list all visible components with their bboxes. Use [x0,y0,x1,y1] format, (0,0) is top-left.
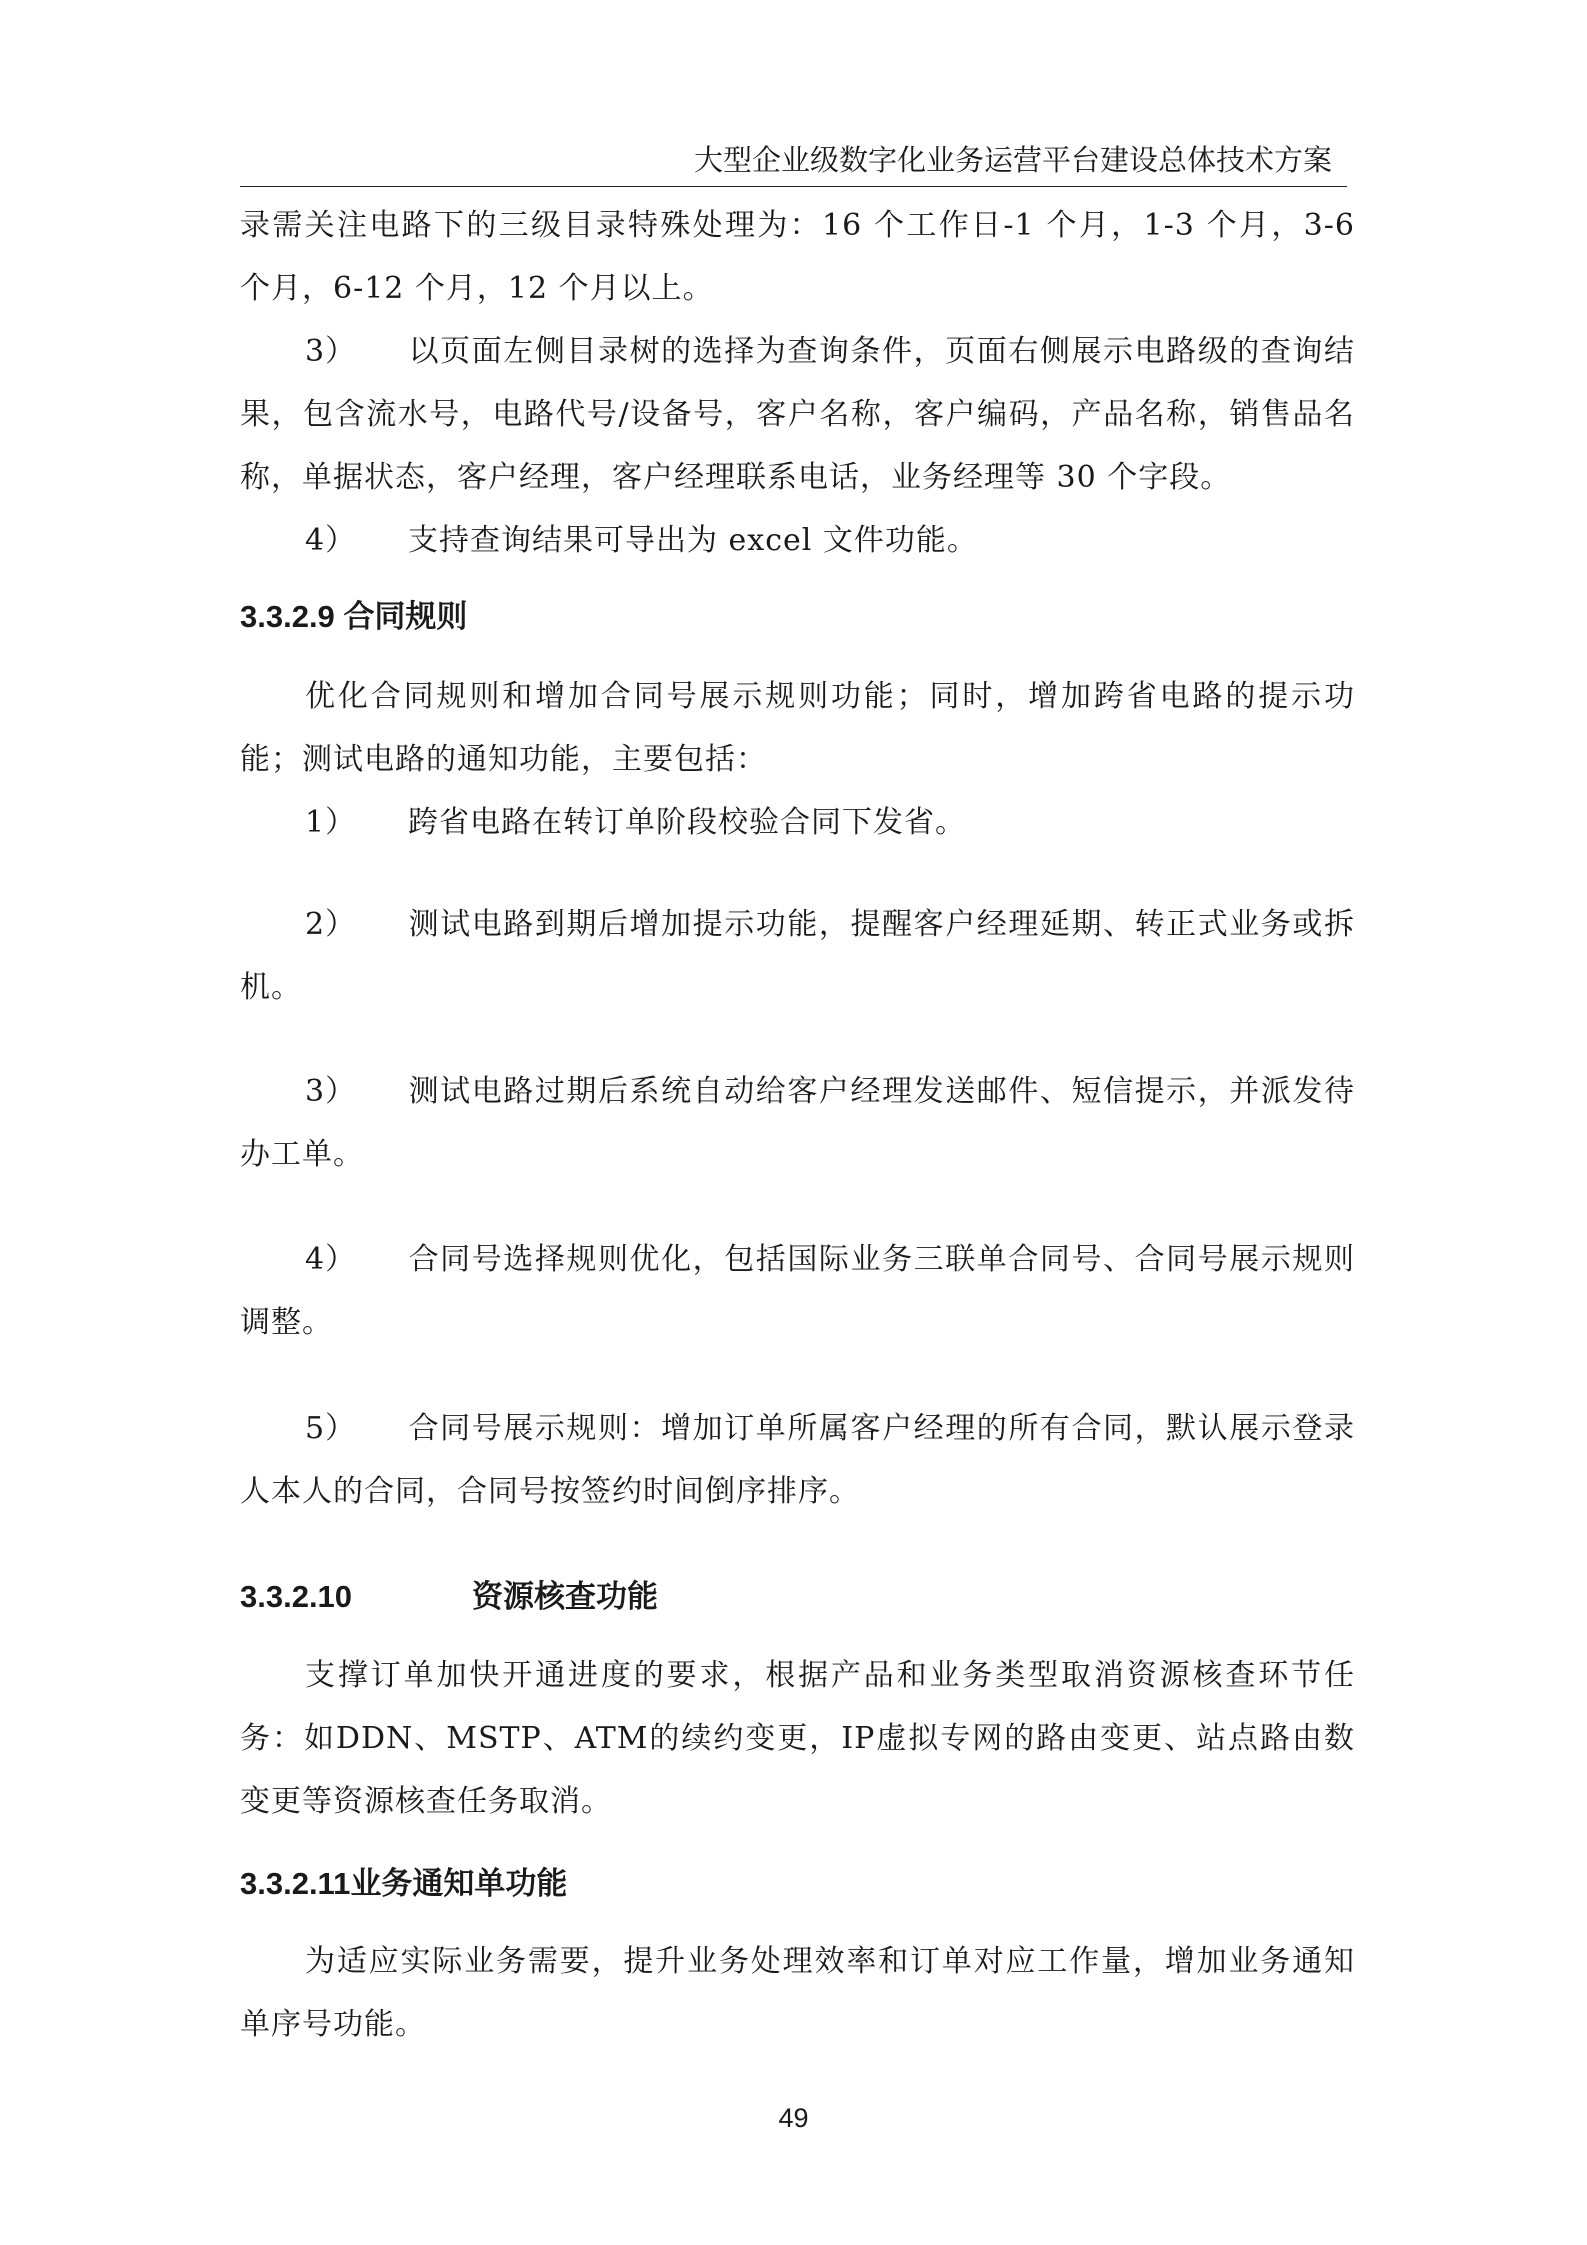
section-title: 资源核查功能 [472,1579,659,1614]
section-title: 业务通知单功能 [350,1866,568,1901]
list-item-text: 合同号选择规则优化，包括国际业务三联单合同号、合同号展示规则调整。 [240,1242,1355,1340]
list-item [240,1060,1355,1186]
section-number: 3.3.2.10 [240,1579,353,1614]
list-item-number: 5） [305,1411,357,1446]
section-heading-3-3-2-9 [240,595,1355,639]
section-number: 3.3.2.11 [240,1866,351,1901]
section-heading-3-3-2-11 [240,1862,1355,1906]
section-body: 支撑订单加快开通进度的要求，根据产品和业务类型取消资源核查环节任务：如DDN、MSTP、ATM的续约变更，IP虚拟专网的路由变更、站点路由数变更等资源核查任务取消。 [240,1658,1355,1819]
list-item-text: 以页面左侧目录树的选择为查询条件，页面右侧展示电路级的查询结果，包含流水号，电路代号/设备号，客户名称，客户编码，产品名称，销售品名称，单据状态，客户经理，客户经理联系电话，业务经理等 30 个字段。 [240,334,1355,495]
list-item-number: 1） [305,805,357,840]
list-item-text: 跨省电路在转订单阶段校验合同下发省。 [408,805,966,840]
list-item [240,1228,1355,1354]
list-item-number: 3） [305,334,357,369]
list-item [240,1397,1355,1523]
list-item-number: 3） [305,1074,357,1109]
list-item-text: 合同号展示规则：增加订单所属客户经理的所有合同，默认展示登录人本人的合同，合同号按签约时间倒序排序。 [240,1411,1355,1509]
list-item [240,320,1355,509]
section-heading-3-3-2-10 [240,1575,1355,1619]
list-item-number: 4） [305,1242,357,1277]
list-item-text: 支持查询结果可导出为 excel 文件功能。 [408,523,978,558]
section-intro: 优化合同规则和增加合同号展示规则功能；同时，增加跨省电路的提示功能；测试电路的通知功能，主要包括： [240,679,1355,777]
list-item-text: 测试电路过期后系统自动给客户经理发送邮件、短信提示，并派发待办工单。 [240,1074,1355,1172]
list-item-number: 4） [305,523,357,558]
page-number: 49 [778,2103,809,2133]
list-item-text: 测试电路到期后增加提示功能，提醒客户经理延期、转正式业务或拆机。 [240,907,1355,1005]
section-body: 为适应实际业务需要，提升业务处理效率和订单对应工作量，增加业务通知单序号功能。 [240,1944,1355,2042]
section-title: 合同规则 [343,599,468,634]
list-item-number: 2） [305,907,357,942]
section-number: 3.3.2.9 [240,599,335,634]
list-item [240,791,1355,854]
header-rule [240,186,1347,187]
paragraph-continuation: 录需关注电路下的三级目录特殊处理为：16 个工作日-1 个月，1-3 个月，3-6 个月，6-12 个月，12 个月以上。 [240,208,1355,306]
running-header: 大型企业级数字化业务运营平台建设总体技术方案 [693,143,1332,177]
list-item [240,893,1355,1019]
list-item [240,509,1355,572]
